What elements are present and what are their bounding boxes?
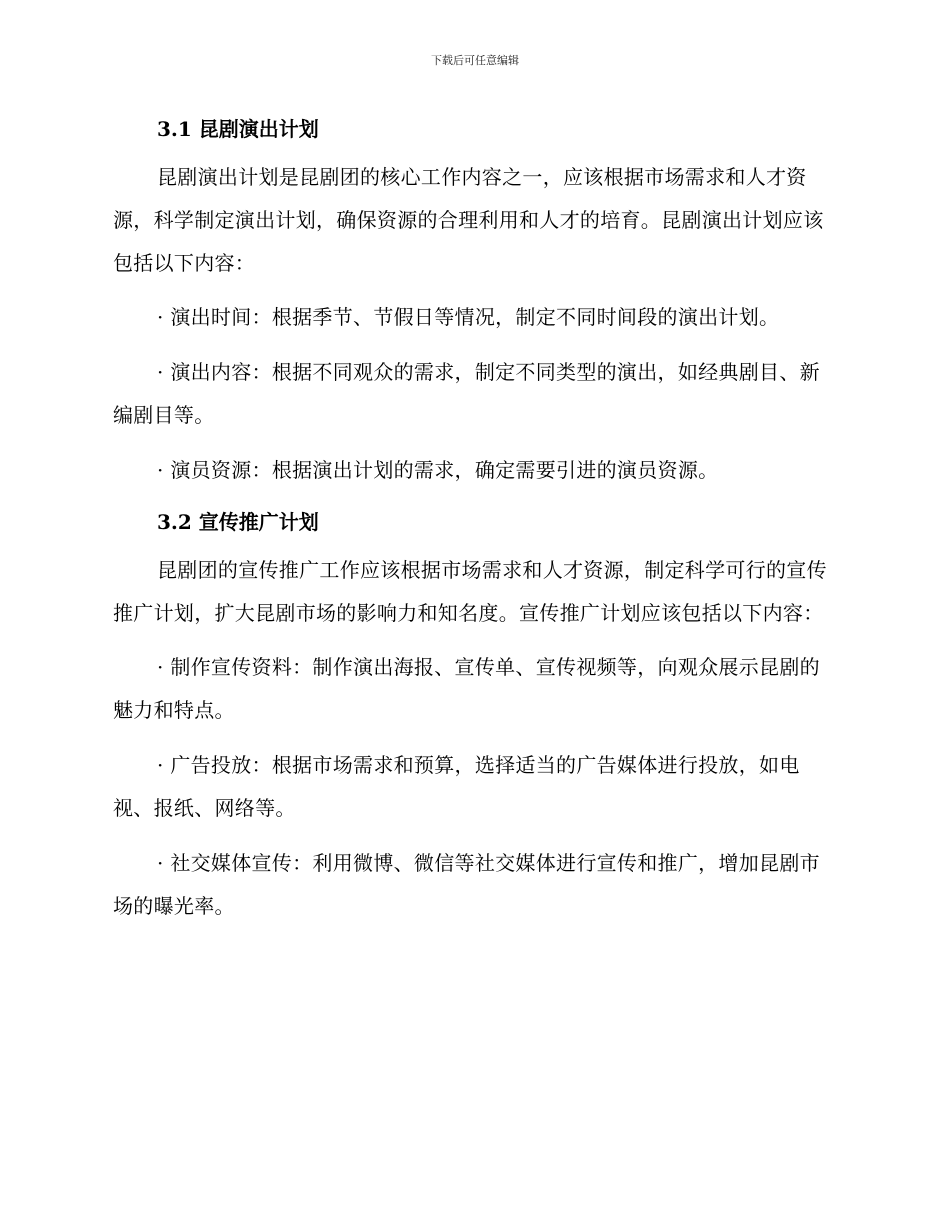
section-intro-paragraph: 昆剧演出计划是昆剧团的核心工作内容之一，应该根据市场需求和人才资源，科学制定演出计划，确保资源的合理利用和人才的培育。昆剧演出计划应该包括以下内容： — [113, 165, 824, 275]
section-promotion-plan — [113, 505, 833, 928]
list-item: · 演出时间：根据季节、节假日等情况，制定不同时间段的演出计划。 — [157, 305, 780, 329]
document-body — [113, 112, 833, 928]
section-heading: 3.1 昆剧演出计划 — [157, 117, 319, 141]
section-intro-paragraph: 昆剧团的宣传推广工作应该根据市场需求和人才资源，制定科学可行的宣传推广计划，扩大昆剧市场的影响力和知名度。宣传推广计划应该包括以下内容： — [113, 558, 827, 625]
list-item: · 广告投放：根据市场需求和预算，选择适当的广告媒体进行投放，如电视、报纸、网络等。 — [113, 753, 800, 820]
section-performance-plan — [113, 112, 833, 492]
section-heading: 3.2 宣传推广计划 — [157, 510, 319, 534]
list-item: · 制作宣传资料：制作演出海报、宣传单、宣传视频等，向观众展示昆剧的魅力和特点。 — [113, 655, 820, 722]
list-item: · 社交媒体宣传：利用微博、微信等社交媒体进行宣传和推广，增加昆剧市场的曝光率。 — [113, 851, 820, 918]
list-item: · 演员资源：根据演出计划的需求，确定需要引进的演员资源。 — [157, 458, 719, 482]
page-header: 下载后可任意编辑 — [431, 54, 519, 67]
list-item: · 演出内容：根据不同观众的需求，制定不同类型的演出，如经典剧目、新编剧目等。 — [113, 360, 820, 427]
